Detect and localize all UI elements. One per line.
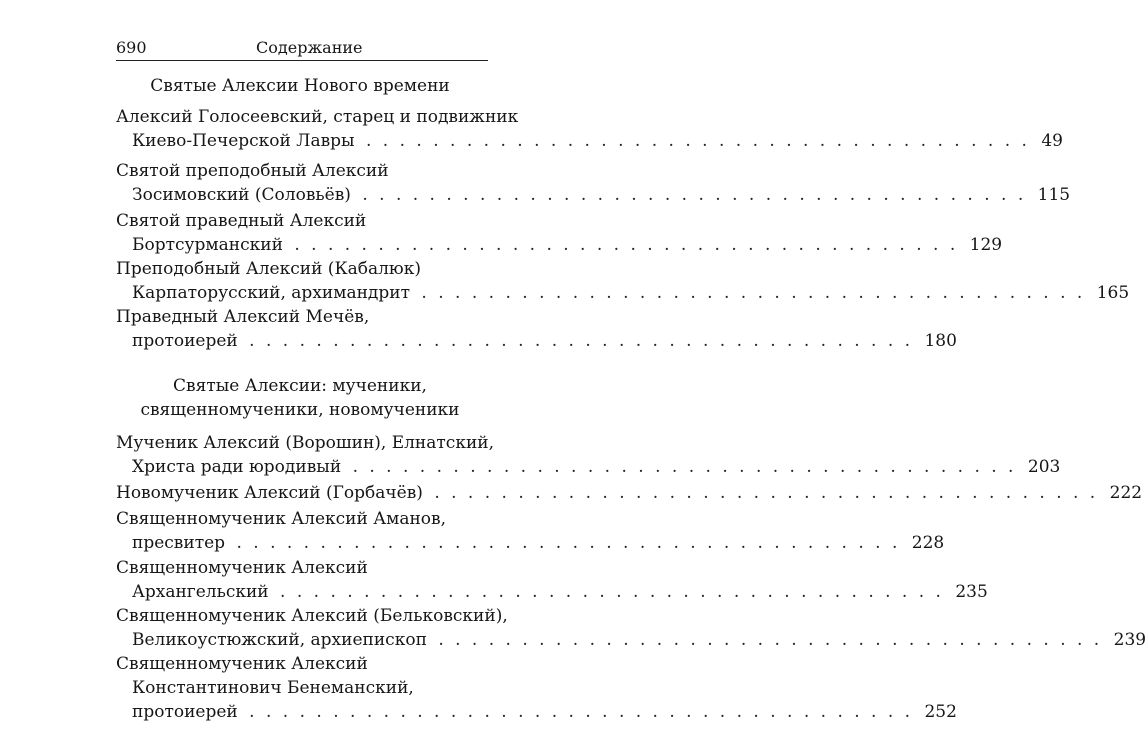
toc-entry[interactable] <box>116 556 988 604</box>
entry-line: Христа ради юродивый <box>132 457 342 477</box>
entry-line: Архангельский <box>132 582 269 602</box>
dot-leader <box>249 702 913 722</box>
dot-leader <box>438 630 1102 650</box>
entry-page-number: 252 <box>924 702 957 722</box>
toc-entry[interactable] <box>116 257 1130 305</box>
entry-line: протоиерей <box>132 702 238 722</box>
entry-page-number: 49 <box>1041 131 1063 151</box>
toc-entry[interactable] <box>116 305 957 353</box>
entry-line: Преподобный Алексий (Кабалюк) <box>116 259 421 279</box>
entry-line: Святой праведный Алексий <box>116 211 367 231</box>
page-number: 690 <box>116 38 147 57</box>
section-heading-line: священномученики, новомученики <box>140 400 460 420</box>
entry-page-number: 129 <box>969 235 1003 255</box>
dot-leader <box>362 185 1026 205</box>
entry-line: Алексий Голосеевский, старец и подвижник <box>116 107 519 127</box>
entry-line: Киево-Печерской Лавры <box>132 131 355 151</box>
entry-page-number: 115 <box>1037 185 1071 205</box>
toc-entry[interactable] <box>116 159 1071 207</box>
entry-page-number: 180 <box>924 331 957 351</box>
entry-page-number: 239 <box>1113 630 1146 650</box>
entry-line: Священномученик Алексий <box>116 654 368 674</box>
entry-page-number: 203 <box>1027 457 1061 477</box>
dot-leader <box>434 483 1098 503</box>
dot-leader <box>236 533 900 553</box>
entry-page-number: 228 <box>911 533 945 553</box>
entry-line: Новомученик Алексий (Горбачёв) <box>116 483 423 503</box>
section-heading <box>110 374 490 422</box>
toc-entry[interactable] <box>116 209 1003 257</box>
entry-line: Священномученик Алексий Аманов, <box>116 509 446 529</box>
entry-line: Зосимовский (Соловьёв) <box>132 185 351 205</box>
toc-entry[interactable] <box>116 604 1146 652</box>
toc-entry[interactable] <box>116 431 1061 479</box>
entry-line: Карпаторусский, архимандрит <box>132 283 411 303</box>
entry-line: Священномученик Алексий <box>116 558 368 578</box>
page-header <box>116 32 488 62</box>
entry-line: Праведный Алексий Мечёв, <box>116 307 370 327</box>
dot-leader <box>366 131 1030 151</box>
entry-page-number: 222 <box>1109 483 1143 503</box>
section-heading <box>110 74 490 98</box>
entry-line: Константинович Бенеманский, <box>132 678 414 698</box>
dot-leader <box>294 235 958 255</box>
entry-page-number: 165 <box>1096 283 1130 303</box>
entry-line: протоиерей <box>132 331 238 351</box>
toc-entry[interactable] <box>116 481 1143 505</box>
entry-line: Святой преподобный Алексий <box>116 161 389 181</box>
entry-line: Мученик Алексий (Ворошин), Елнатский, <box>116 433 495 453</box>
toc-entry[interactable] <box>116 105 1063 153</box>
toc-entry[interactable] <box>116 652 957 724</box>
entry-line: пресвитер <box>132 533 226 553</box>
entry-line: Великоустюжский, архиепископ <box>132 630 427 650</box>
dot-leader <box>249 331 913 351</box>
dot-leader <box>280 582 944 602</box>
toc-entry[interactable] <box>116 507 945 555</box>
section-heading-line: Святые Алексии: мученики, <box>173 376 427 396</box>
entry-line: Бортсурманский <box>132 235 283 255</box>
entry-line: Священномученик Алексий (Бельковский), <box>116 606 508 626</box>
entry-page-number: 235 <box>955 582 988 602</box>
running-title: Содержание <box>256 38 363 57</box>
header-rule <box>116 60 488 61</box>
dot-leader <box>421 283 1085 303</box>
section-heading-line: Святые Алексии Нового времени <box>150 76 450 96</box>
dot-leader <box>353 457 1017 477</box>
